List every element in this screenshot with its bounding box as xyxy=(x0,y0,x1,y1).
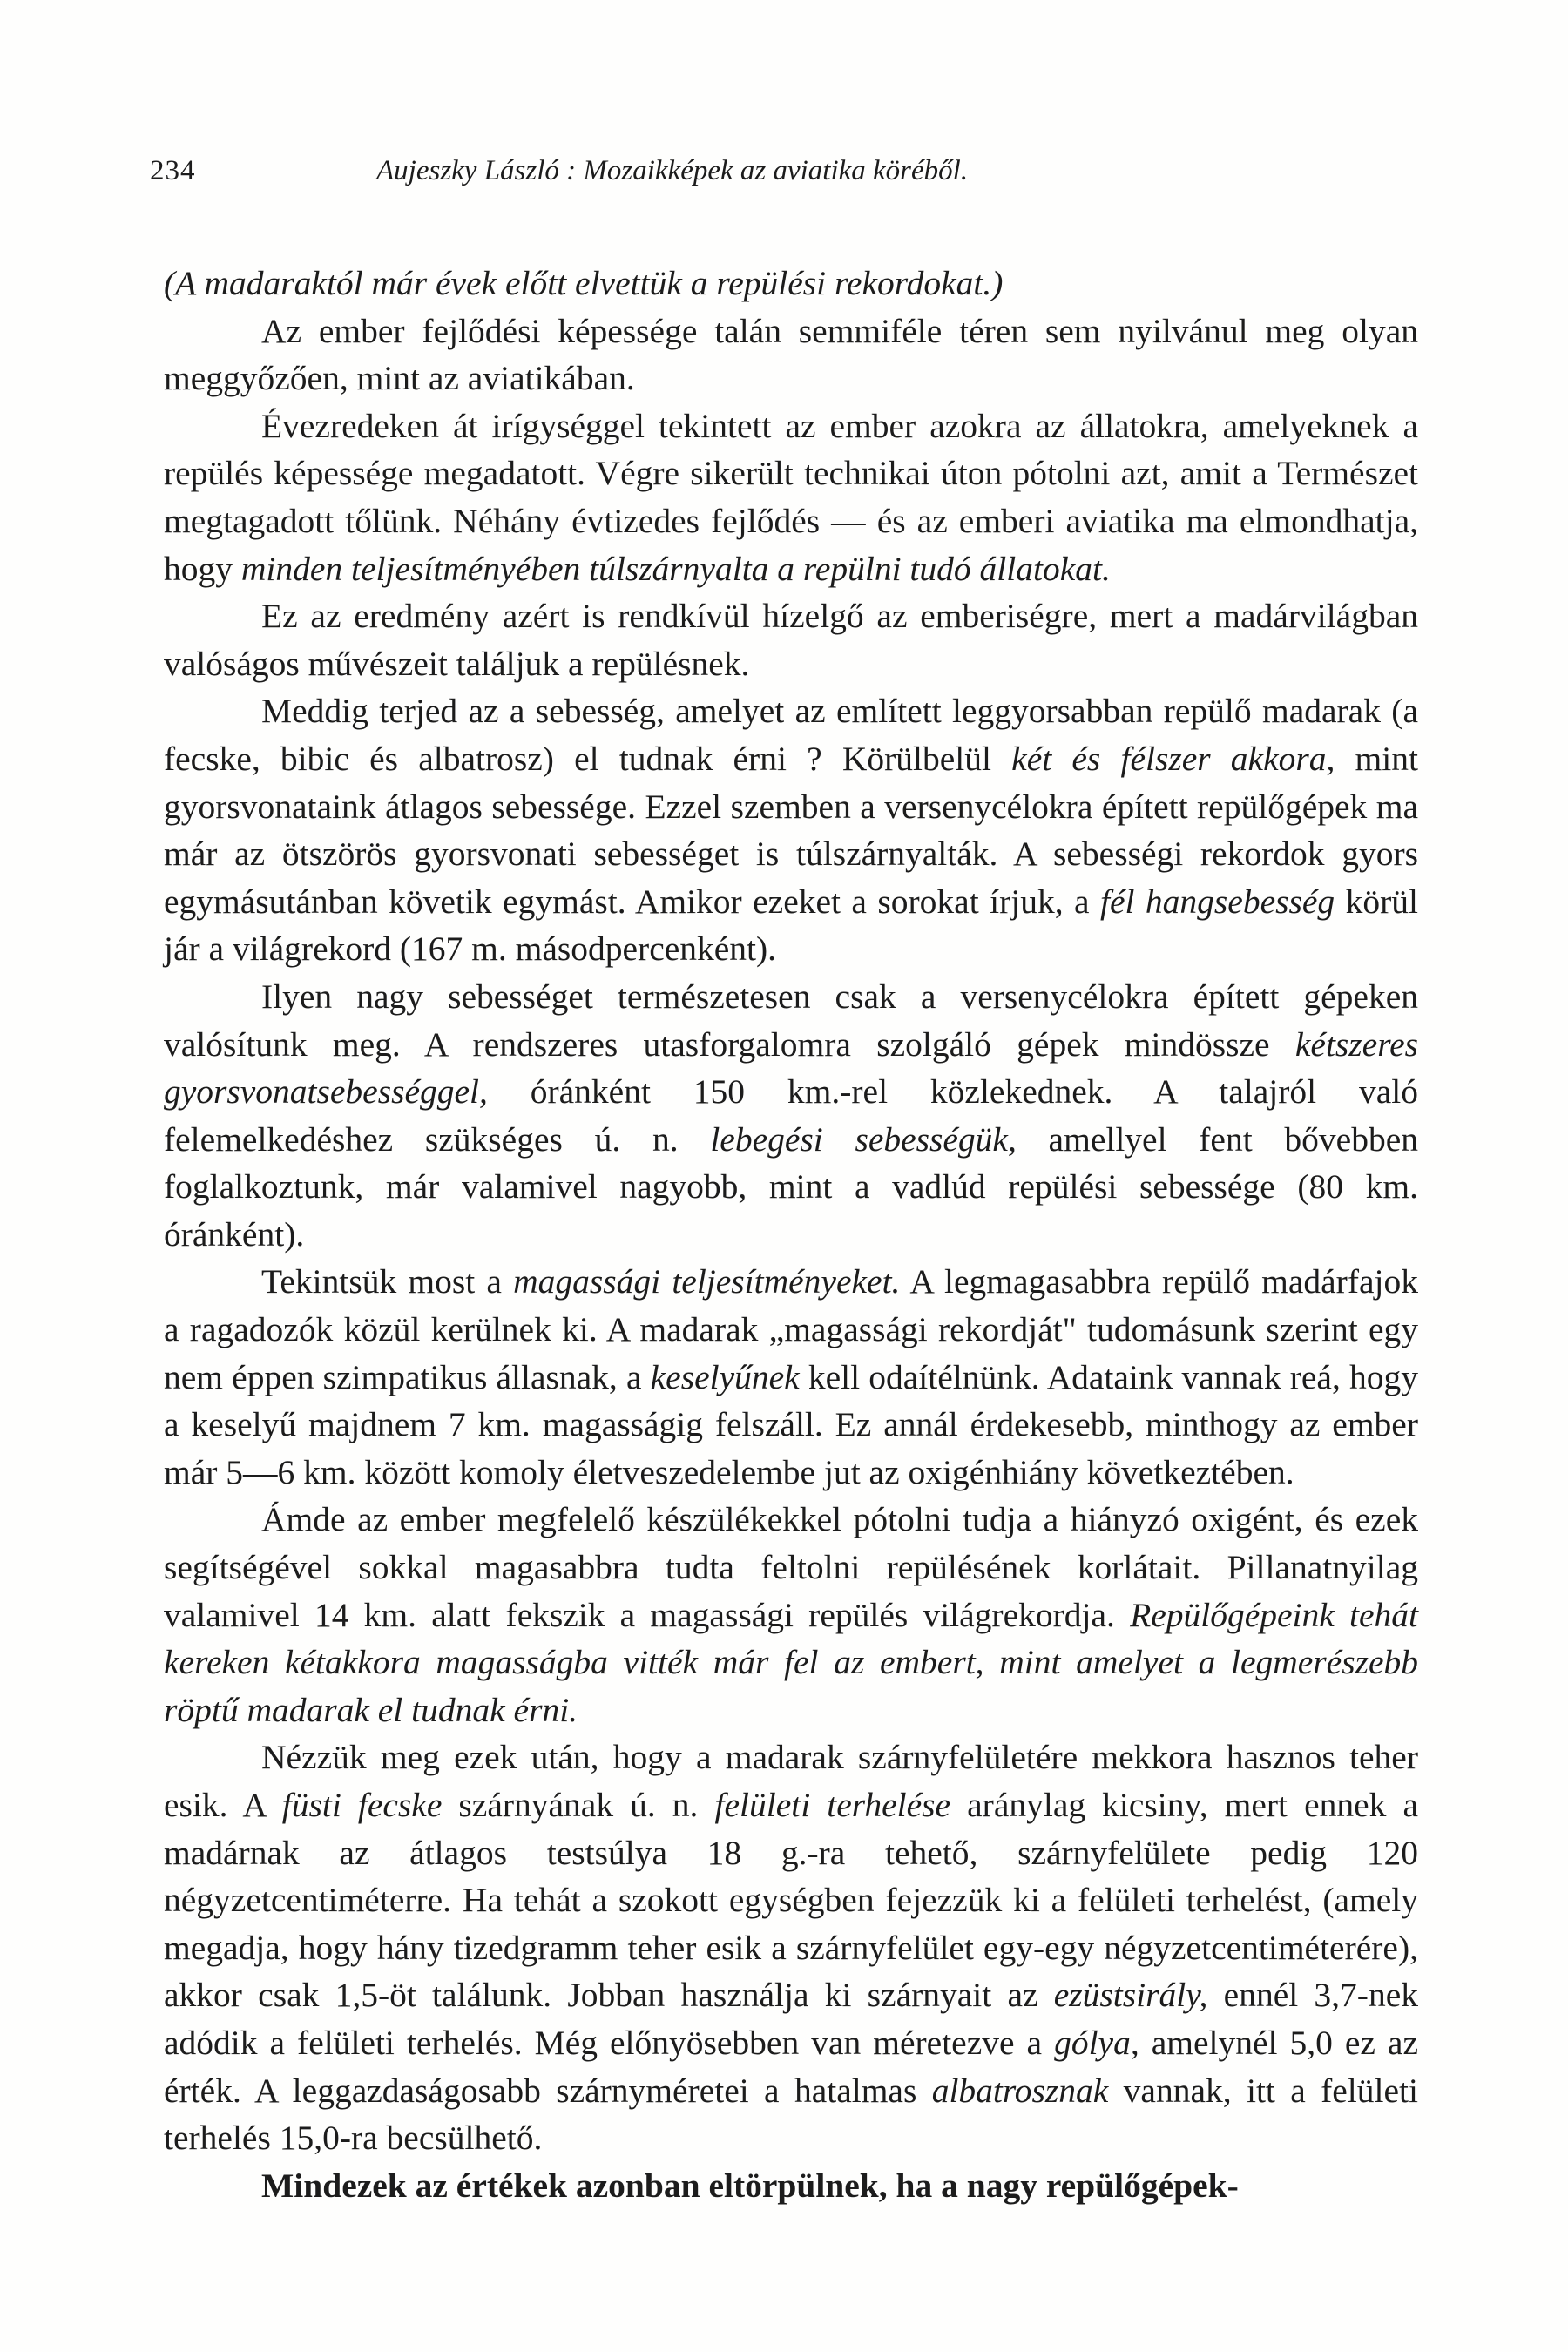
paragraph xyxy=(164,308,1418,402)
emphasis-text: két és félszer akkora, xyxy=(1011,739,1335,778)
emphasis-text: albatrosznak xyxy=(931,2071,1109,2110)
text-run: amellyel fent bővebben foglalkoztunk, már valamivel nagyobb, mint a vadlúd repülési sebessége (80 km. óránként). xyxy=(164,1119,1418,1254)
text-run: szárnyának ú. n. xyxy=(442,1786,715,1824)
page-number: 234 xyxy=(150,155,196,186)
text-run: ennél 3,7-nek adódik a felületi terhelés. Még előnyösebben van méretezve a xyxy=(164,1976,1418,2062)
emphasis-text: minden teljesítményében túlszárnyalta a repülni tudó állatokat. xyxy=(240,549,1111,588)
emphasis-text: Repülőgépeink tehát kereken kétakkora magasságba vitték már fel az embert, mint amelyet a legmerészebb röptű madarak el tudnak érni. xyxy=(164,1595,1419,1729)
text-run: Ámde az ember megfelelő készülékekkel pótolni tudja a hiányzó oxigént, és ezek segítségével sokkal magasabbra tudta feltolni repülésének korlátait. Pillanatnyilag valamivel 14 km. alatt fekszik a magassági repülés világrekordja. xyxy=(164,1500,1418,1634)
paragraph xyxy=(164,2162,1418,2210)
emphasis-text: felületi terhelése xyxy=(714,1786,951,1824)
text-run: Ez az eredmény azért is rendkívül hízelgő az emberiségre, mert a madárvilágban valóságos művészeit találjuk a repülésnek. xyxy=(164,597,1418,683)
text-run: Évezredeken át irígységgel tekintett az ember azokra az állatokra, amelyeknek a repülés képessége megadatott. Végre sikerült technikai úton pótolni azt, amit a Természet megtagadott tőlünk. Néhány évtizedes fejlődés — és az emberi aviatika ma elmondhatja, hogy xyxy=(164,406,1418,588)
paragraph xyxy=(164,402,1418,592)
emphasis-text: lebegési sebességük, xyxy=(710,1119,1017,1159)
body-text xyxy=(164,260,1418,2209)
text-run: Az ember fejlődési képessége talán semmiféle téren sem nyilvánul meg olyan meggyőzően, mint az aviatikában. xyxy=(164,311,1418,398)
paragraph xyxy=(164,973,1418,1259)
text-run: Meddig terjed az a sebesség, amelyet az említett leggyorsabban repülő madarak (a fecske, bibic és albatrosz) el tudnak érni ? Körülbelül xyxy=(164,692,1418,778)
text-run: Nézzük meg ezek után, hogy a madarak szárnyfelületére mekkora hasznos teher esik. A xyxy=(164,1738,1418,1824)
emphasis-text: fél hangsebesség xyxy=(1100,882,1335,921)
paragraph xyxy=(164,592,1418,687)
running-title: Aujeszky László : Mozaikképek az aviatika köréből. xyxy=(376,155,969,186)
text-run: Ilyen nagy sebességet természetesen csak a versenycélokra épített gépeken valósítunk meg. A rendszeres utasforgalomra szolgáló gépek mindössze xyxy=(164,977,1418,1064)
emphasis-text: kétszeres gyorsvonatsebességgel, xyxy=(164,1024,1418,1112)
emphasis-text: magassági teljesítményeket. xyxy=(513,1262,901,1301)
text-run: körül jár a világrekord (167 m. másodpercenként). xyxy=(164,882,1418,969)
text-run: A legmagasabbra repülő madárfajok a ragadozók közül kerülnek ki. A madarak „magassági rekordját" tudomásunk szerint egy nem éppen szimpatikus állasnak, a xyxy=(164,1262,1418,1396)
text-run: Tekintsük most a xyxy=(261,1262,514,1301)
paragraph xyxy=(164,687,1418,973)
emphasis-text: (A madaraktól már évek előtt elvettük a repülési rekordokat.) xyxy=(164,264,1004,302)
emphasis-text: gólya, xyxy=(1054,2023,1139,2062)
paragraph xyxy=(164,260,1418,308)
text-run: vannak, itt a felületi terhelés 15,0-ra becsülhető. xyxy=(164,2071,1418,2158)
text-run: mint gyorsvonataink átlagos sebessége. Ezzel szemben a versenycélokra épített repülőgépek ma már az ötszörös gyorsvonati sebességet is túlszárnyalták. A sebességi rekordok gyors egymásutánban követik egymást. Amikor ezeket a sorokat írjuk, a xyxy=(164,739,1418,921)
text-run: kell odaítélnünk. Adataink vannak reá, hogy a keselyű majdnem 7 km. magasságig felszáll. Ez annál érdekesebb, minthogy az ember már 5—6 km. között komoly életveszedelembe jut az oxigénhiány következtében. xyxy=(164,1357,1418,1491)
emphasis-text: füsti fecske xyxy=(281,1786,443,1824)
emphasis-text: ezüstsirály, xyxy=(1053,1976,1208,2015)
text-run: amelynél 5,0 ez az érték. A leggazdaságosabb szárnyméretei a hatalmas xyxy=(164,2023,1418,2110)
emphasis-text: keselyűnek xyxy=(650,1357,800,1396)
text-run: aránylag kicsiny, mert ennek a madárnak az átlagos testsúlya 18 g.-ra tehető, szárnyfelülete pedig 120 négyzetcentiméterre. Ha tehát a szokott egységben fejezzük ki a felületi terhelést, (amely megadja, hogy hány tizedgramm teher esik a szárnyfelület egy-egy négyzetcentiméterére), akkor csak 1,5-öt találunk. Jobban használja ki szárnyait az xyxy=(164,1786,1418,2015)
paragraph xyxy=(164,1734,1418,2161)
text-run: óránként 150 km.-rel közlekednek. A talajról való felemelkedéshez szükséges ú. n. xyxy=(164,1072,1418,1159)
paragraph xyxy=(164,1258,1418,1496)
paragraph xyxy=(164,1496,1418,1734)
running-head xyxy=(150,150,1413,192)
bold-text: Mindezek az értékek azonban eltörpülnek, ha a nagy repülőgépek- xyxy=(261,2166,1239,2205)
